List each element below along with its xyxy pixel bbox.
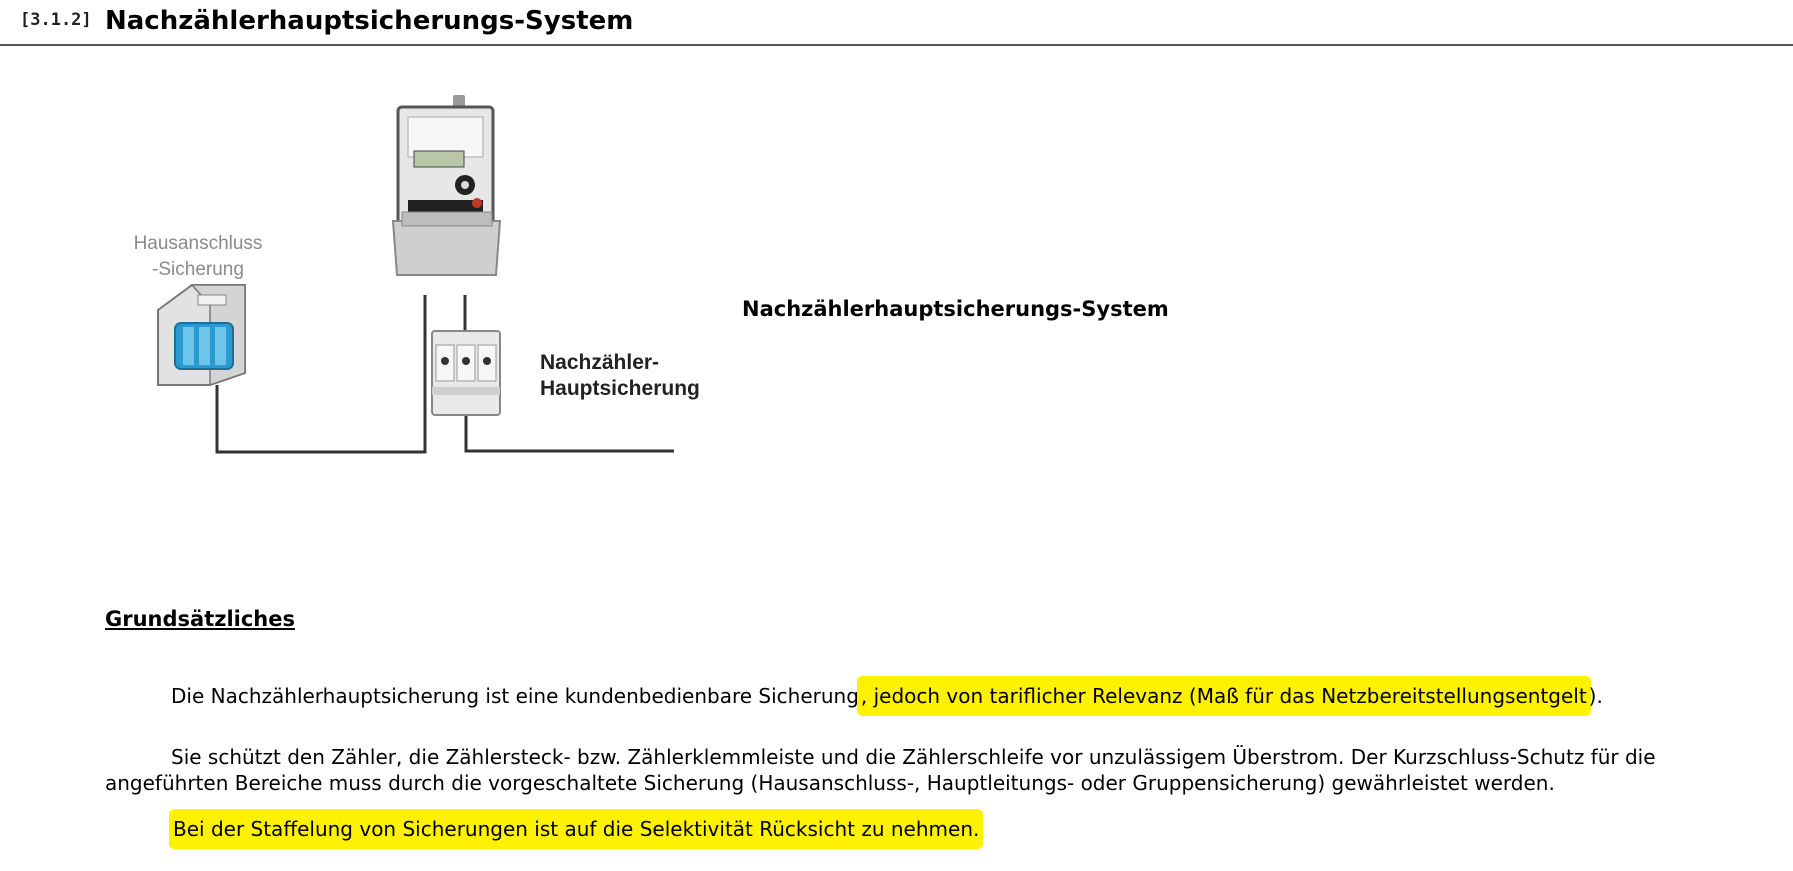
paragraph-3-highlight: Bei der Staffelung von Sicherungen ist auf die Selektivität Rücksicht zu nehmen.	[171, 811, 981, 847]
paragraph-3	[105, 816, 1725, 842]
wire-fuse-out	[466, 415, 674, 451]
diagram-svg	[140, 95, 740, 475]
page-title: Nachzählerhauptsicherungs-System	[105, 6, 634, 36]
wire-house-to-meter	[217, 295, 425, 452]
electricity-meter-icon	[393, 95, 500, 275]
house-connection-fuse-icon	[158, 285, 245, 385]
figure-caption: Nachzählerhauptsicherungs-System	[742, 297, 1169, 321]
paragraph-1-end: ).	[1588, 684, 1603, 708]
post-meter-main-fuse-icon	[432, 331, 500, 415]
label-house-fuse-line1: Hausanschluss	[133, 233, 263, 254]
paragraph-1-text: Die Nachzählerhauptsicherung ist eine kundenbedienbare Sicherung	[171, 684, 859, 708]
label-main-fuse-line1: Nachzähler-	[540, 351, 660, 374]
label-main-fuse-line2: Hauptsicherung	[540, 377, 700, 400]
wiring-diagram	[133, 95, 740, 475]
paragraph-1	[105, 683, 1725, 709]
section-number: [3.1.2]	[20, 10, 92, 30]
paragraph-1-highlight: , jedoch von tariflicher Relevanz (Maß für das Netzbereitstellungsentgelt	[859, 678, 1589, 714]
section-heading: Grundsätzliches	[105, 607, 295, 631]
paragraph-2: Sie schützt den Zähler, die Zählersteck- bzw. Zählerklemmleiste und die Zählerschleife vor unzulässigem Überstrom. Der Kurzschluss-Schutz für die angeführten Bereiche muss durch die vorgeschaltete Sicherung (Hausanschluss-, Hauptleitungs- oder Gruppensicherung) gewährleistet werden.	[105, 745, 1656, 795]
label-house-fuse-line2: -Sicherung	[152, 259, 244, 280]
page-header	[0, 0, 1793, 46]
label-main-fuse	[540, 350, 760, 402]
label-house-fuse	[118, 231, 278, 283]
